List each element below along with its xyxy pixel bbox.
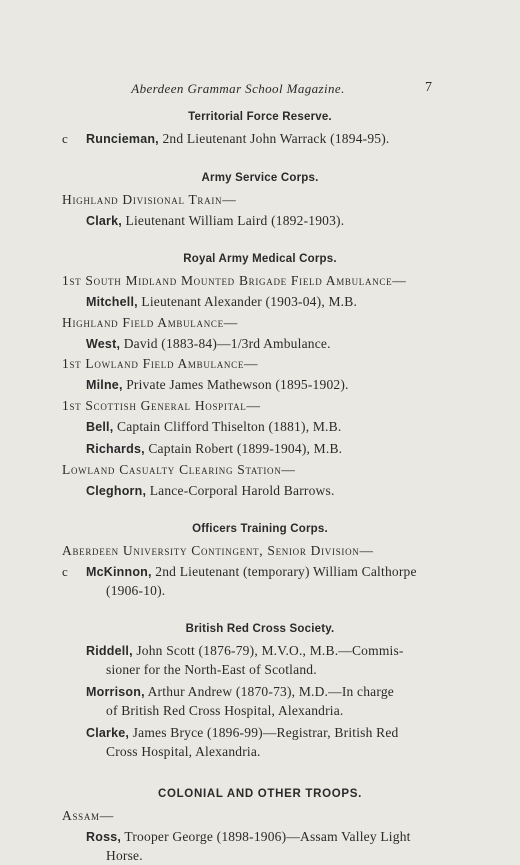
entry-text-continued: of British Red Cross Hospital, Alexandria.	[86, 702, 462, 721]
entry-surname: Riddell,	[86, 644, 133, 658]
entry-text: Arthur Andrew (1870-73), M.D.—In charge	[148, 684, 394, 699]
roll-entry	[62, 440, 462, 459]
roll-entry	[62, 293, 462, 312]
roll-entry	[62, 724, 462, 761]
unit-subheading: 1st Scottish General Hospital—	[62, 397, 462, 418]
unit-subheading: 1st South Midland Mounted Brigade Field Ambulance—	[62, 272, 462, 293]
entry-surname: Clark,	[86, 214, 122, 228]
entry-surname: Bell,	[86, 420, 113, 434]
section-heading: Territorial Force Reserve.	[85, 108, 435, 130]
entry-text: Trooper George (1898-1906)—Assam Valley Light	[124, 829, 410, 844]
unit-subheading: 1st Lowland Field Ambulance—	[62, 355, 462, 376]
entry-text: Captain Robert (1899-1904), M.B.	[148, 441, 342, 456]
entry-surname: Milne,	[86, 378, 123, 392]
entry-text-continued: Horse.	[86, 847, 462, 865]
entry-surname: Runcieman,	[86, 132, 159, 146]
unit-subheading: Highland Field Ambulance—	[62, 314, 462, 335]
entry-marker: c	[62, 563, 68, 582]
page-number: 7	[425, 80, 432, 96]
roll-entry	[62, 828, 462, 865]
entry-text: James Bryce (1896-99)—Registrar, British Red	[133, 725, 399, 740]
unit-subheading: Aberdeen University Contingent, Senior Division—	[62, 542, 462, 563]
entry-text: David (1883-84)—1/3rd Ambulance.	[124, 336, 331, 351]
roll-entry	[62, 376, 462, 395]
roll-entry	[62, 418, 462, 437]
entry-text: John Scott (1876-79), M.V.O., M.B.—Commis-	[136, 643, 403, 658]
entry-surname: Ross,	[86, 830, 121, 844]
roll-entry	[62, 563, 462, 600]
entry-text: Captain Clifford Thiselton (1881), M.B.	[117, 419, 341, 434]
entry-text: Lieutenant Alexander (1903-04), M.B.	[141, 294, 357, 309]
unit-subheading: Assam—	[62, 807, 462, 828]
unit-subheading: Highland Divisional Train—	[62, 191, 462, 212]
section-heading: Army Service Corps.	[85, 169, 435, 191]
entry-text: Private James Mathewson (1895-1902).	[126, 377, 348, 392]
entry-surname: Cleghorn,	[86, 484, 146, 498]
roll-entry	[62, 683, 462, 720]
roll-entry	[62, 482, 462, 501]
running-header-title: Aberdeen Grammar School Magazine.	[0, 81, 476, 97]
entry-text: 2nd Lieutenant (temporary) William Calthorpe	[155, 564, 416, 579]
roll-entry	[62, 212, 462, 231]
unit-subheading: Lowland Casualty Clearing Station—	[62, 461, 462, 482]
section-heading: Royal Army Medical Corps.	[85, 250, 435, 272]
entry-text: 2nd Lieutenant John Warrack (1894-95).	[162, 131, 389, 146]
roll-entry	[62, 130, 462, 149]
entry-marker: c	[62, 130, 68, 149]
entry-surname: Mitchell,	[86, 295, 138, 309]
entry-surname: Richards,	[86, 442, 145, 456]
section-heading: COLONIAL AND OTHER TROOPS.	[85, 785, 435, 807]
entry-surname: Clarke,	[86, 726, 129, 740]
roll-entry	[62, 642, 462, 679]
entry-text-continued: Cross Hospital, Alexandria.	[86, 743, 462, 762]
entry-surname: Morrison,	[86, 685, 145, 699]
entry-surname: McKinnon,	[86, 565, 152, 579]
entry-text: Lance-Corporal Harold Barrows.	[150, 483, 335, 498]
entry-surname: West,	[86, 337, 120, 351]
section-heading: British Red Cross Society.	[85, 620, 435, 642]
roll-entry	[62, 335, 462, 354]
page-body	[62, 108, 462, 865]
entry-text-continued: (1906-10).	[86, 582, 462, 601]
section-heading: Officers Training Corps.	[85, 520, 435, 542]
entry-text-continued: sioner for the North-East of Scotland.	[86, 661, 462, 680]
entry-text: Lieutenant William Laird (1892-1903).	[126, 213, 345, 228]
